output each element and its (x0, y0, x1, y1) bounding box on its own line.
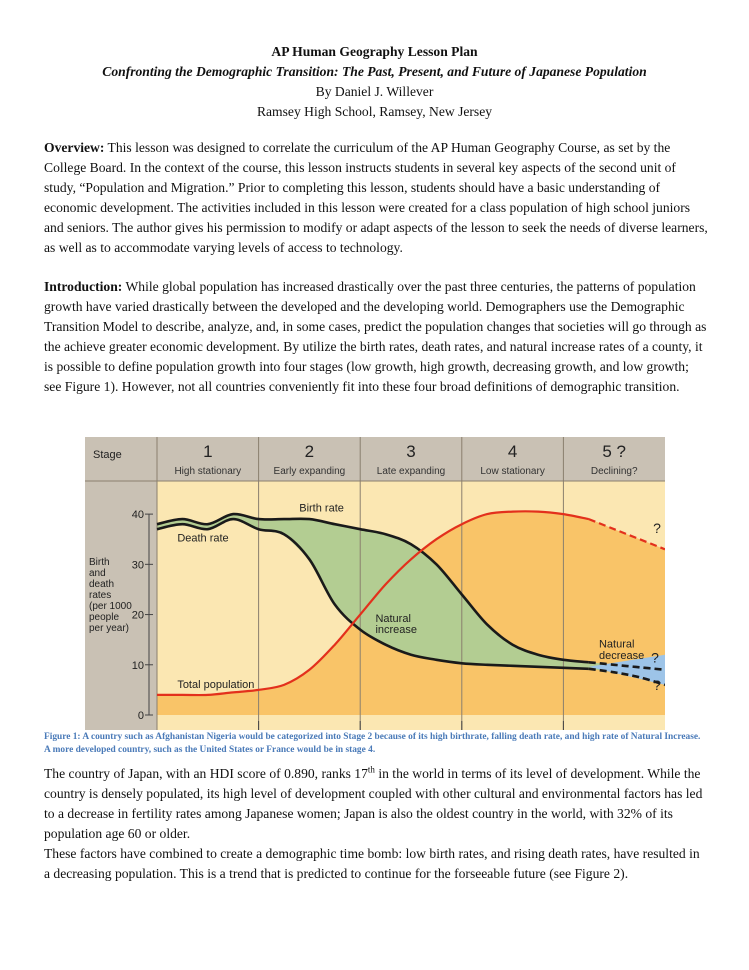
y-tick-label: 40 (131, 509, 144, 522)
japan-paragraph-1 (44, 764, 708, 844)
introduction-text: While global population has increased drastically over the past three centuries, the patterns of population growth have varied drastically between the developed and the developing world. Demographers use the Demographic Transition Model to describe, analyze, and, in some cases, predict the population changes that societies will go through as the achieve greater economic development. By utilize the birth rates, death rates, and natural increase rates of a county, it is possible to define population growth into four stages (low growth, high growth, decreasing growth, and low growth; see Figure 1). However, not all countries conveniently fit into these four broad definitions of demographic transition. (44, 279, 707, 394)
y-tick-label: 20 (131, 609, 144, 622)
y-tick-label: 0 (137, 710, 144, 722)
document-title: AP Human Geography Lesson Plan (271, 44, 478, 59)
demographic-transition-chart (85, 437, 665, 730)
introduction-paragraph (44, 277, 708, 397)
y-label-line: rates (89, 590, 112, 601)
stage-name: Declining? (590, 466, 638, 477)
death-rate-label: Death rate (177, 532, 229, 545)
y-label-line: per year) (89, 623, 130, 634)
ordinal-suffix: th (367, 764, 375, 775)
stage-name: Low stationary (480, 466, 545, 477)
y-tick-label: 30 (131, 559, 144, 572)
stage-number: 1 (203, 442, 213, 461)
natural-decrease-label: Natural (598, 638, 635, 651)
y-label-line: and (89, 568, 106, 579)
stage-header-label: Stage (93, 449, 122, 461)
figure-caption: Figure 1: A country such as Afghanistan Nigeria would be categorized into Stage 2 because of its high birthrate, falling death rate, and high rate of Natural Increase. A more developed country, such as the United States or France would be in stage 4. (44, 732, 701, 755)
stage-number: 3 (406, 442, 416, 461)
overview-paragraph (44, 138, 708, 258)
stage-header-band (85, 437, 665, 481)
stage-number: 4 (507, 442, 518, 461)
natural-decrease-label: decrease (598, 649, 645, 662)
school-line: Ramsey High School, Ramsey, New Jersey (256, 104, 493, 119)
y-label-line: Birth (89, 557, 110, 568)
total-population-label: Total population (177, 678, 255, 691)
stage-name: Late expanding (376, 466, 446, 477)
stage-name: Early expanding (273, 466, 346, 477)
stage-number: 5 ? (602, 442, 627, 461)
y-label-line: people (89, 612, 120, 623)
question-mark: ? (653, 520, 661, 537)
y-label-line: death (89, 579, 115, 590)
overview-text: This lesson was designed to correlate the curriculum of the AP Human Geography Course, as set by the College Board. In the context of the course, this lesson instructs students in several key aspects of the second unit of study, “Population and Migration.” Prior to completing this lesson, students should have a basic understanding of economic development. The activities included in this lesson were created for a class population of high school juniors and seniors. The author gives his permission to modify or adapt aspects of the lesson to seek the needs of diverse learners, as well as to accommodate varying levels of access to technology. (44, 140, 708, 255)
japan-paragraph-2: These factors have combined to create a demographic time bomb: low birth rates, and rising death rates, have resulted in a decreasing population. This is a trend that is predicted to continue for the forseeable future (see Figure 2). (44, 846, 700, 881)
stage-number: 2 (304, 442, 315, 461)
overview-label: Overview: (44, 140, 105, 155)
natural-increase-label: increase (375, 624, 418, 637)
author-line: By Daniel J. Willever (315, 84, 434, 99)
japan-text-1b: in the world in terms of its level of development. While the country is densely populated, its high level of development coupled with other cultural and environmental factors has led to a decrease in fertility rates among Japanese women; Japan is also the oldest country in the world, with 32% of its population age 60 or older. (44, 766, 703, 841)
figure-1 (85, 437, 665, 730)
y-label-line: (per 1000 (89, 601, 132, 612)
introduction-label: Introduction: (44, 279, 123, 294)
question-mark: ? (653, 676, 661, 693)
birth-rate-label: Birth rate (299, 502, 344, 515)
y-tick-label: 10 (131, 659, 144, 672)
document-subtitle: Confronting the Demographic Transition: The Past, Present, and Future of Japanese Population (102, 64, 647, 79)
question-mark: ? (651, 649, 659, 666)
natural-increase-label: Natural (375, 613, 411, 626)
japan-text-1a: The country of Japan, with an HDI score of 0.890, ranks 17 (44, 766, 368, 781)
stage-name: High stationary (174, 466, 242, 477)
